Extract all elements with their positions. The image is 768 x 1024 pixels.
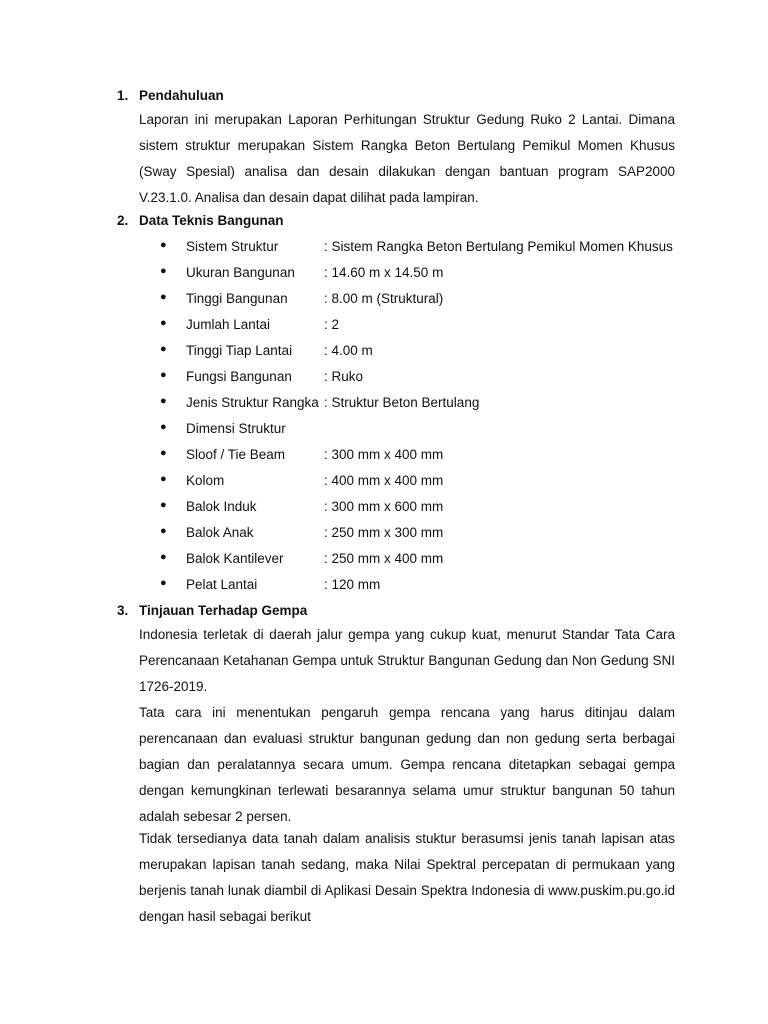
list-item [0,551,768,571]
bullet-icon: ● [160,551,167,563]
section-title: Data Teknis Bangunan [139,213,284,228]
list-item [0,499,768,519]
paragraph: Tidak tersedianya data tanah dalam analisis stuktur berasumsi jenis tanah lapisan atas merupakan lapisan tanah sedang, maka Nilai Spektral percepatan di permukaan yang berjenis tanah lunak diambil di Aplikasi Desain Spektra Indonesia di www.puskim.pu.go.id dengan hasil sebagai berikut [139,831,675,924]
list-item [0,473,768,493]
list-item [0,447,768,467]
item-label: Tinggi Tiap Lantai [186,343,293,358]
bullet-icon: ● [160,525,167,537]
list-item [0,317,768,337]
section-title: Tinjauan Terhadap Gempa [139,603,308,618]
item-value: : Sistem Rangka Beton Bertulang Pemikul Momen Khusus [324,239,673,254]
bullet-icon: ● [160,239,167,251]
bullet-icon: ● [160,577,167,589]
item-label: Sistem Struktur [186,239,279,254]
item-label: Balok Induk [186,499,257,514]
item-value: : 250 mm x 400 mm [324,551,444,566]
item-value: : 8.00 m (Struktural) [324,291,444,306]
item-label: Jumlah Lantai [186,317,271,332]
item-label: Balok Anak [186,525,254,540]
bullet-icon: ● [160,473,167,485]
item-label: Balok Kantilever [186,551,284,566]
item-label: Dimensi Struktur [186,421,286,436]
item-value: : Ruko [324,369,364,384]
item-value: : 2 [324,317,340,332]
paragraph: Tata cara ini menentukan pengaruh gempa rencana yang harus ditinjau dalam perencanaan dan evaluasi struktur bangunan gedung dan non gedung serta berbagai bagian dan peralatannya secara umum. Gempa rencana ditetapkan sebagai gempa dengan kemungkinan terlewati besarannya selama umur struktur bangunan 50 tahun adalah sebesar 2 persen. [139,705,675,824]
bullet-icon: ● [160,395,167,407]
item-value: : 300 mm x 600 mm [324,499,444,514]
list-item [0,343,768,363]
list-item [0,239,768,259]
list-item [0,395,768,415]
paragraph: Indonesia terletak di daerah jalur gempa yang cukup kuat, menurut Standar Tata Cara Perencanaan Ketahanan Gempa untuk Struktur Bangunan Gedung dan Non Gedung SNI 1726-2019. [139,627,675,694]
bullet-icon: ● [160,369,167,381]
item-label: Fungsi Bangunan [186,369,292,384]
item-value: : 4.00 m [324,343,373,358]
item-value: : 300 mm x 400 mm [324,447,444,462]
item-value: : 14.60 m x 14.50 m [324,265,444,280]
bullet-icon: ● [160,291,167,303]
section-number: 2. [117,213,129,228]
item-label: Pelat Lantai [186,577,258,592]
item-value: : Struktur Beton Bertulang [324,395,480,410]
section-number: 1. [117,88,129,103]
section-title: Pendahuluan [139,88,224,103]
item-label: Tinggi Bangunan [186,291,288,306]
list-item [0,421,768,441]
item-value: : 120 mm [324,577,381,592]
item-label: Sloof / Tie Beam [186,447,286,462]
bullet-icon: ● [160,421,167,433]
bullet-icon: ● [160,499,167,511]
item-label: Kolom [186,473,225,488]
list-item [0,369,768,389]
list-item [0,291,768,311]
item-value: : 250 mm x 300 mm [324,525,444,540]
bullet-icon: ● [160,343,167,355]
list-item [0,525,768,545]
section-number: 3. [117,603,129,618]
item-label: Ukuran Bangunan [186,265,295,280]
paragraph: Laporan ini merupakan Laporan Perhitungan Struktur Gedung Ruko 2 Lantai. Dimana sistem struktur merupakan Sistem Rangka Beton Bertulang Pemikul Momen Khusus (Sway Spesial) analisa dan desain dilakukan dengan bantuan program SAP2000 V.23.1.0. Analisa dan desain dapat dilihat pada lampiran. [139,112,675,205]
bullet-icon: ● [160,265,167,277]
item-value: : 400 mm x 400 mm [324,473,444,488]
list-item [0,577,768,597]
bullet-icon: ● [160,317,167,329]
item-label: Jenis Struktur Rangka [186,395,319,410]
bullet-icon: ● [160,447,167,459]
list-item [0,265,768,285]
